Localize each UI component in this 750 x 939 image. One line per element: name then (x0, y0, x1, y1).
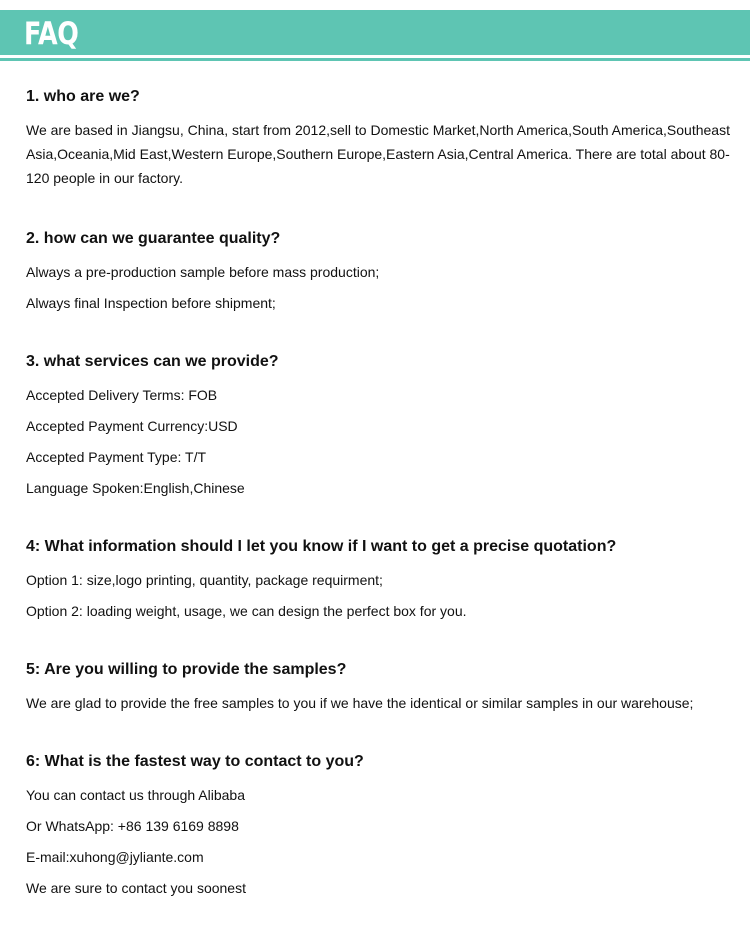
faq-question: 2. how can we guarantee quality? (26, 230, 281, 247)
faq-answer: We are sure to contact you soonest (26, 880, 246, 896)
faq-answer: Option 1: size,logo printing, quantity, package requirment; (26, 572, 383, 588)
faq-question: 5: Are you willing to provide the samples? (26, 661, 347, 678)
faq-question: 6: What is the fastest way to contact to you? (26, 753, 364, 770)
faq-list (26, 85, 741, 935)
faq-answer: Language Spoken:English,Chinese (26, 480, 245, 496)
faq-answer: We are based in Jiangsu, China, start from 2012,sell to Domestic Market,North America,South America,Southeast Asia,Oceania,Mid East,Western Europe,Southern Europe,Eastern Asia,Central America. There are total about 80-120 people in our factory. (26, 122, 730, 186)
faq-item-3 (26, 350, 741, 500)
faq-question: 1. who are we? (26, 88, 140, 105)
faq-answer: Or WhatsApp: +86 139 6169 8898 (26, 818, 239, 834)
faq-answer: We are glad to provide the free samples to you if we have the identical or similar samples in our warehouse; (26, 695, 694, 711)
faq-item-4 (26, 535, 741, 623)
faq-answer: Always a pre-production sample before mass production; (26, 264, 380, 280)
faq-question: 4: What information should I let you know if I want to get a precise quotation? (26, 538, 617, 555)
faq-answer: Accepted Payment Type: T/T (26, 449, 207, 465)
faq-item-2 (26, 227, 741, 315)
faq-answer: Accepted Payment Currency:USD (26, 418, 238, 434)
faq-answer: Always final Inspection before shipment; (26, 295, 276, 311)
faq-item-1 (26, 85, 741, 190)
faq-answer: You can contact us through Alibaba (26, 787, 245, 803)
faq-item-6 (26, 750, 741, 900)
faq-item-5 (26, 658, 741, 715)
faq-answer: E-mail:xuhong@jyliante.com (26, 849, 204, 865)
header-divider (0, 58, 750, 61)
faq-header-bar (0, 10, 750, 55)
faq-question: 3. what services can we provide? (26, 353, 279, 370)
faq-title: FAQ (24, 16, 79, 52)
faq-answer: Accepted Delivery Terms: FOB (26, 387, 218, 403)
faq-answer: Option 2: loading weight, usage, we can design the perfect box for you. (26, 603, 467, 619)
